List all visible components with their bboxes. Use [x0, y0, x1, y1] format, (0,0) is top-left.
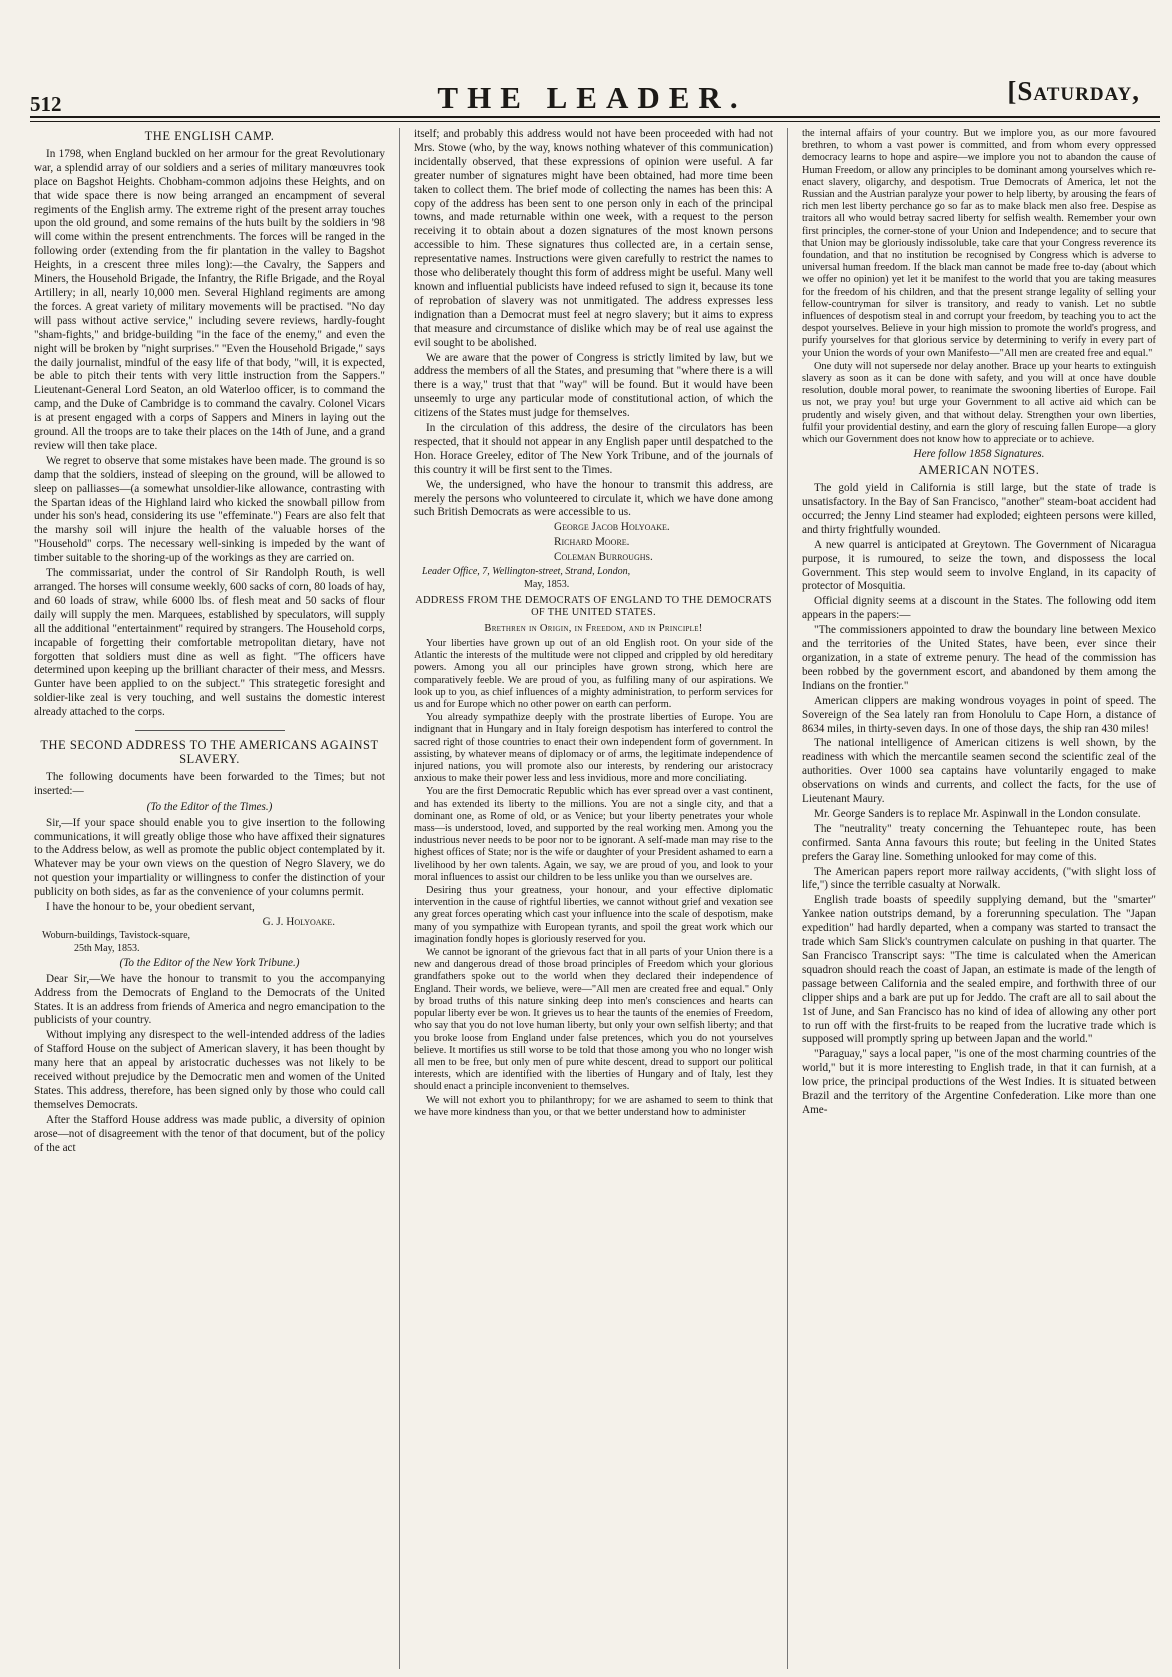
paragraph: "Paraguay," says a local paper, "is one of the most charming countries of the world," but it is more interesting to English trade, in that it can furnish, at a low price, the principal productions of the West Indies. It is situated between Brazil and the territory of the Argentine Confederation. Like more than one Ame-: [802, 1048, 1156, 1116]
salutation: Brethren in Origin, in Freedom, and in Principle!: [484, 623, 703, 635]
paragraph: One duty will not supersede nor delay another. Brace up your hearts to extinguish slavery as soon as it can be done with safety, and you will at once have double resolution, double moral power, to reanimate the swooning liberties of Europe. Fail us not, we pray you! but urge your Government to all active aid which can be prudently and wisely given, and that without delay. Strengthen your own liberties, fulfil your providential destiny, and earn the glory of rescuing fallen Europe—a glory which our Government does not know how to appreciate or to achieve.: [802, 360, 1156, 446]
paragraph: You are the first Democratic Republic which has ever spread over a vast continent, and has extended its liberty to the millions. You are not a single city, and that a dominant one, as Rome of old, or as Venice; but your liberty penetrates your whole mass—is understood, loved, and supported by the real working men. Among you the industrious never needs to be poor nor to be ignorant. A self-made man may rise to the highest offices of State; nor is the wife or daughter of your President ashamed to earn a livelihood by her own talents. Again, we say, we are proud of you, and look to your moral influences to assist our children to be less unlike you than we ourselves are.: [414, 786, 773, 883]
paragraph: American clippers are making wondrous voyages in point of speed. The Sovereign of the Sea lately ran from Honolulu to Cape Horn, a distance of 8634 miles, in thirty-seven days. In one of those days, the ship ran 430 miles!: [802, 694, 1156, 735]
columns: [34, 128, 1156, 1669]
paragraph: Dear Sir,—We have the honour to transmit to you the accompanying Address from the Democrats of England to the Democrats of the United States. It is an address from friends of America and negro emancipation to the publicists of your country.: [34, 972, 386, 1027]
signatory: Coleman Burroughs.: [554, 551, 653, 564]
paragraph: itself; and probably this address would not have been proceeded with had not Mrs. Stowe (who, by the way, knows nothing whatever of this communication) incidentally observed, that these expressions of opinion were useful. A far greater number of signatures might have been obtained, had more time been taken to collect them. The brief mode of collecting the names has been this: A copy of the address has been sent to one person only in each of the principal towns, and made returnable within one week, with a request to the person receiving it to obtain about a dozen signatures of the most known persons accessible to him. These signatures thus collected are, in a certain sense, representative names. Instructions were given carefully to restrict the names to those who deliberately thought this form of address might be useful. Many well known and influential publicists have indeed refused to sign it, because its tone of reprobation of slavery was not unmitigated. The address expresses less indignation than a Democrat must feel at negro slavery; but it aims to express that measure and circumstance of dislike which may be of real use against the evil sought to be abolished.: [414, 128, 773, 349]
page-number: 512: [30, 92, 62, 116]
paragraph: The national intelligence of American citizens is well shown, by the readiness with which the mercantile seamen second the scientific zeal of the authorities. Over 1000 sea captains have voluntarily engaged to make observations on winds and currents, and collect the facts, for the use of Lieutenant Maury.: [802, 737, 1156, 806]
masthead-rule: [30, 116, 1160, 118]
paragraph: The commissariat, under the control of Sir Randolph Routh, is well arranged. The horses will consume weekly, 600 sacks of corn, 80 loads of hay, and 60 loads of straw, while 6000 lbs. of flesh meat and 50 sacks of flour daily will supply the men. Marquees, established by speculators, will supply all the additional "entertainment" required by strangers. The Household corps, incapable of forgetting their comfortable metropolitan dietary, have not forgotten that soldiers must dine as well as fight. "The officers have determined upon keeping up the brilliant character of their mess, and Messrs. Gunter have been applied to on the subject." This strategetic foresight and soldier-like zeal is very touching, and well sustains the domestic interest already attached to the corps.: [34, 567, 386, 719]
masthead-rule-thin: [30, 121, 1160, 122]
paragraph: I have the honour to be, your obedient servant,: [46, 901, 255, 914]
article-title-american-notes: AMERICAN NOTES.: [918, 463, 1040, 478]
article-title-english-camp: THE ENGLISH CAMP.: [144, 129, 275, 143]
paragraph: Your liberties have grown up out of an old English root. On your side of the Atlantic the interests of the multitude were not clipped and crippled by old hereditary powers. Among you all our principles have grown strong, which here are comparatively feeble. We are proud of you, as fulfiling many of our aspirations. We look up to you, as chief influences of a mighty administration, to perform services for us and for Europe which no other power on earth can perform.: [414, 638, 773, 711]
signature: G. J. Holyoake.: [262, 915, 336, 928]
paragraph: English trade boasts of speedily supplying demand, but the "smarter" Yankee nation outstrips demand, by a forerunning speculation. The "Japan expedition" had hardly departed, when a company was started to transact the trade which Sam Slick's countrymen calculate on pushing in that quarter. The San Francisco Transcript says: "The time is calculated when the American squadron should reach the coast of Japan, an estimate is made of the length of passage between California and the sealed empire, and forthwith three of our clipper ships and a bark are put up for Jeddo. The craft are all to sail about the 1st of June, and San Francisco has no kind of idea of allowing any other port to run off with the first-fruits to be reaped from the lucrative trade which is supposed will promptly spring up between Japan and the world.": [802, 894, 1156, 1046]
paragraph: We cannot be ignorant of the grievous fact that in all parts of your Union there is a new and dangerous dread of those broad principles of Freedom which your glorious grandfathers spoke out to the world when they declared their independence of England. Their words, we believe, were—"All men are created free and equal." Only by broad truths of this nature sinking deep into men's consciences and hearts can popular liberty ever be won. It grieves us to hear the taunts of the enemies of Freedom, who say that you do not love human liberty, but only your own selfish liberty; and that you broke loose from England under false pretences, which you do not yourselves believe. It mortifies us still worse to be told that those among you who no longer wish all men to be free, but only men of pure white descent, dread to support our political interests, which are identified with the liberties of Hungary and of Italy, lest they should enact a principle inconvenient to themselves.: [414, 947, 773, 1093]
paragraph: You already sympathize deeply with the prostrate liberties of Europe. You are indignant that in Hungary and in Italy foreign despotism has interfered to control the sacred right of those countries to enact their own independent form of government. In assisting, by whatever means of diplomacy or of arms, the legitimate independence of injured nations, you will promote also our interests, by rendering our aristocracy anxious to make their power less and less invidious, more and more conciliating.: [414, 712, 773, 785]
letter-address: Woburn-buildings, Tavistock-square,: [42, 929, 191, 941]
paragraph: We regret to observe that some mistakes have been made. The ground is so damp that the soldiers, instead of sleeping on the ground, will be allowed to sleep on palliasses—(a somewhat unsoldier-like allowance, contrasting with the Spartan ideas of the Highland laird who kicked the snowball pillow from under his son's head, considering its use "effeminate.") Fears are also felt that the marshy soil will injure the health of the valuable horses of the "Household" corps. The necessary well-sinking is impeded by the want of timber suitable to the shoring-up of the workings as they are carried on.: [34, 454, 386, 565]
paragraph: After the Stafford House address was made public, a diversity of opinion arose—not of disagreement with the tenor of that document, but of the policy of the act: [34, 1113, 386, 1154]
letter-heading: (To the Editor of the Times.): [146, 800, 273, 813]
column-1: [34, 128, 399, 1669]
paragraph: Without implying any disrespect to the well-intended address of the ladies of Stafford House on the subject of American slavery, it has been thought by many here that an appeal by aristocratic duchesses was not likely to be received without prejudice by the Democratic men and women of the United States. This address, therefore, has been signed only by those who could call themselves Democrats.: [34, 1029, 386, 1111]
signatory: George Jacob Holyoake.: [554, 521, 670, 534]
paragraph: Official dignity seems at a discount in the States. The following odd item appears in the papers:—: [802, 595, 1156, 622]
issue-day: [Saturday,: [1007, 76, 1140, 106]
masthead: [30, 74, 1154, 118]
paragraph: We, the undersigned, who have the honour to transmit this address, are merely the persons who volunteered to circulate it, which we have done among such British Democrats as were accessible to us.: [414, 478, 773, 519]
signatory: Richard Moore.: [554, 536, 630, 549]
column-2: [399, 128, 787, 1669]
paragraph: the internal affairs of your country. But we implore you, as our more favoured brethren, to whom a vast power is committed, and from whom every oppressed democracy learns to hope and aspire—we implore you not to abandon the cause of Human Freedom, or allow any principles to be dominant among yourselves which re-enact slavery, oligarchy, and despotism. True Democrats of America, let not the Russian and the Austrian paralyze your power to help liberty, by arousing the fears of rich men lest liberty perchance go so far as to make black men also free. Despise as traitors all who would betray sacred liberty for selfish wealth. Remember your own first principles, the corner-stone of your Union and Independence; and to secure that that Union may be gloriously indissoluble, take care that your Congress reverence its foundation, and that no institution be recognised by Congress which is adverse to universal human freedom. If the black man cannot be made free to-day (about which we offer no opinion) yet let it be manifest to the world that you are taking measures for the freedom of his children, and that the present strange legality of selling your fellow-countryman for silver is transitory, and ready to vanish. Let no subtle influences of despotism steal in and corrupt your freedom, by teaching you to act the despot yourselves. Believe in your high mission to promote the world's progress, and purify yourselves for that glorious service by determining to verify in every part of your Union the words of your own Manifesto—"All men are created free and equal.": [802, 128, 1156, 359]
office-date: May, 1853.: [524, 579, 570, 591]
paragraph: We will not exhort you to philanthropy; for we are ashamed to seem to think that we have more kindness than you, or that we better understand how to administer: [414, 1094, 773, 1118]
paragraph: The American papers report more railway accidents, ("with slight loss of life,") since the terrible casualty at Norwalk.: [802, 865, 1156, 892]
signatures-note: Here follow 1858 Signatures.: [913, 448, 1045, 461]
paragraph: Desiring thus your greatness, your honour, and your effective diplomatic intervention in the cause of rightful liberties, we cannot without grief and vexation see any great forces operating which cast your influence into the scale of despotism, make many of you sympathize with European tyrants, and spoil the great work which our imagination fondly hopes is gloriously reserved for you.: [414, 885, 773, 945]
paragraph: In 1798, when England buckled on her armour for the great Revolutionary war, a splendid array of our soldiers and a series of military manœuvres took place on Bagshot Heights. Chobham-common adjoins these Heights, and on that wide space there is now being arranged an encampment of several regiments of the English army. The extreme right of the present array touches upon the old ground, and some remains of the huts built by the soldiers in '98 will come within the present entrenchments. The forces will be ranged in the following order (extending from the fir plantation in the valley to Bagshot Heights, in a crescent three miles long):—the Cavalry, the Sappers and Miners, the Household Brigade, the Infantry, the Rifle Brigade, and the Royal Artillery; in all, nearly 10,000 men. Several Highland regiments are among the forces. A great variety of military movements will be practised. "No day will pass without active service," including severe reviews, hardly-fought "sham-fights," and bridge-building "in the face of the enemy," and even the night will be broken by "night surprises." "Even the Household Brigade," says the daily journalist, mindful of the easy life of that body, "will, it is expected, be able to pitch their tents with very little instruction from the Sappers." Lieutenant-General Lord Seaton, an old Waterloo officer, is to command the camp, and the Duke of Cambridge is to command the cavalry. Colonel Vicars is at present engaged with a corps of Sappers and Miners in laying out the ground. All the troops are to take their places on the 14th of June, and a grand review will then take place.: [34, 147, 386, 452]
paragraph: The "neutrality" treaty concerning the Tehuantepec route, has been confirmed. Santa Anna favours this route; but feeling in the United States prefers the Garay line. Something unlooked for may come of this.: [802, 822, 1156, 863]
article-title-second-address: THE SECOND ADDRESS TO THE AMERICANS AGAINST SLAVERY.: [40, 738, 379, 766]
paragraph: The following documents have been forwarded to the Times; but not inserted:—: [34, 770, 386, 797]
paragraph: The gold yield in California is still large, but the state of trade is unsatisfactory. In the Bay of San Francisco, "another" steam-boat accident had occurred; the Jenny Lind steamer had exploded; eighteen persons were killed, and thirty frightfully wounded.: [802, 482, 1156, 536]
address-heading: ADDRESS FROM THE DEMOCRATS OF ENGLAND TO THE DEMOCRATS OF THE UNITED STATES.: [415, 595, 772, 619]
column-3: [787, 128, 1156, 1669]
office-address: Leader Office, 7, Wellington-street, Strand, London,: [422, 566, 631, 578]
letter-heading: (To the Editor of the New York Tribune.): [119, 956, 300, 969]
paragraph: "The commissioners appointed to draw the boundary line between Mexico and the territories of the United States, have been, ever since their organization, in a state of extreme penury. The head of the commission has been robbed by the government escort, and abandoned by them among the Indians on the frontier.": [802, 624, 1156, 692]
letter-date: 25th May, 1853.: [74, 942, 140, 954]
section-divider: [135, 730, 285, 731]
paragraph: Sir,—If your space should enable you to give insertion to the following communications, it will greatly oblige those who have affixed their signatures to the Address below, as well as promote the public object contemplated by it. Whatever may be your own views on the question of Negro Slavery, we do not question your impartiality or willingness to confer the distinction of your publicity on both sides, as far as the convenience of your columns permit.: [34, 816, 386, 899]
newspaper-title: THE LEADER.: [437, 80, 747, 115]
paragraph: In the circulation of this address, the desire of the circulators has been respected, that it should not appear in any English paper until despatched to the Hon. Horace Greeley, editor of The New York Tribune, and of the journals of this country it will be first sent to the Times.: [414, 422, 773, 476]
paragraph: Mr. George Sanders is to replace Mr. Aspinwall in the London consulate.: [814, 807, 1141, 820]
paragraph: A new quarrel is anticipated at Greytown. The Government of Nicaragua purpose, it is rumoured, to seize the town, and dispossess the local Government. This step would seem to involve England, in its capacity of protector of Mosquitia.: [802, 538, 1156, 593]
paragraph: We are aware that the power of Congress is strictly limited by law, but we address the members of all the States, and presuming that "where there is a will there is a way," trust that that "way" will be found. But it would have been unseemly to urge any particular mode of constitutional action, of which the citizens of the States must judge for themselves.: [414, 351, 773, 420]
